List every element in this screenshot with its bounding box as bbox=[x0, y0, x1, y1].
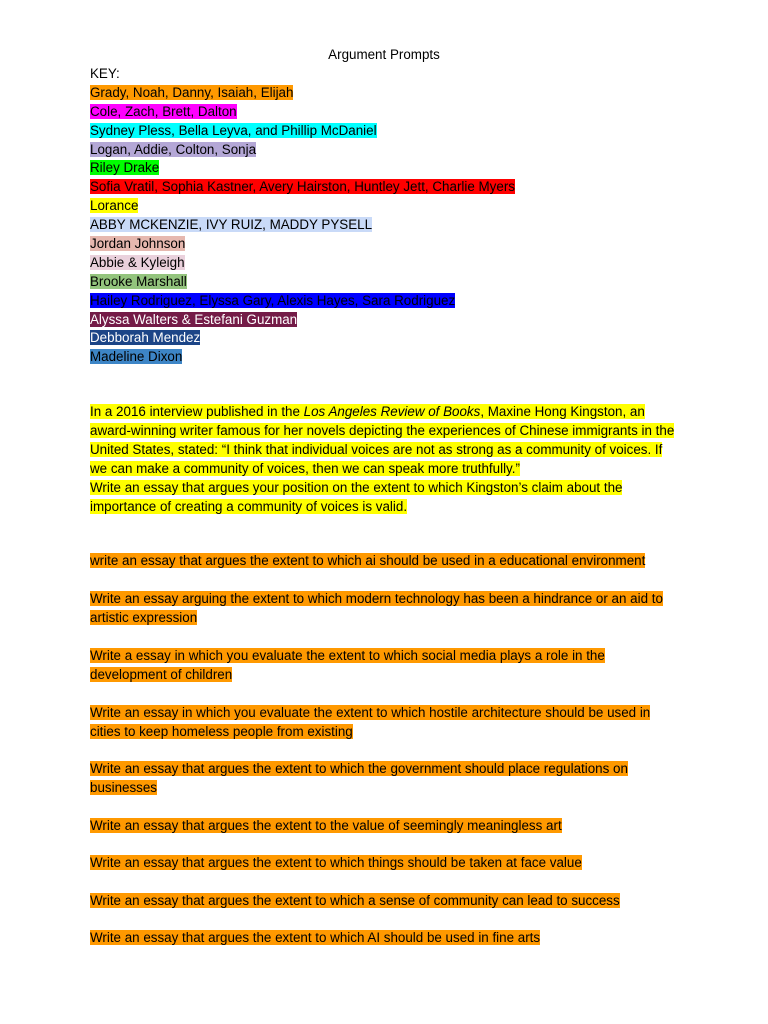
intro-prompt bbox=[90, 403, 680, 516]
prompt-text: write an essay that argues the extent to which ai should be used in a educational environment bbox=[90, 553, 646, 568]
intro-paragraph: In a 2016 interview published in the Los Angeles Review of Books, Maxine Hong Kingston, an award-winning writer famous for her novels depicting the experiences of Chinese immigrants in the United States, stated: “I think that individual voices are not as strong as a community of voices. If we can make a community of voices, then we can speak more truthfully.” bbox=[90, 404, 675, 476]
prompt-item bbox=[90, 760, 680, 798]
key-entry-text: Logan, Addie, Colton, Sonja bbox=[90, 141, 257, 157]
intro-instruction: Write an essay that argues your position on the extent to which Kingston’s claim about the importance of creating a community of voices is valid. bbox=[90, 479, 623, 514]
key-entry-text: Debborah Mendez bbox=[90, 330, 201, 346]
key-entry-text: Cole, Zach, Brett, Dalton bbox=[90, 103, 237, 119]
key-entry-text: Alyssa Walters & Estefani Guzman bbox=[90, 311, 298, 327]
prompt-item bbox=[90, 854, 680, 873]
key-entry bbox=[90, 348, 680, 367]
prompt-item bbox=[90, 647, 680, 685]
key-entry-text: Abbie & Kyleigh bbox=[90, 254, 185, 270]
prompt-text: Write an essay in which you evaluate the extent to which hostile architecture should be used in cities to keep homeless people from existing bbox=[90, 705, 651, 739]
prompt-item bbox=[90, 704, 680, 742]
prompt-text: Write an essay arguing the extent to which modern technology has been a hindrance or an aid to artistic expression bbox=[90, 591, 663, 625]
key-entry-text: Sydney Pless, Bella Leyva, and Phillip McDaniel bbox=[90, 122, 377, 138]
prompt-text: Write an essay that argues the extent to which AI should be used in fine arts bbox=[90, 930, 541, 945]
prompt-item bbox=[90, 590, 680, 628]
key-entry-text: ABBY MCKENZIE, IVY RUIZ, MADDY PYSELL bbox=[90, 217, 373, 233]
key-entry bbox=[90, 254, 680, 273]
key-entry-text: Hailey Rodriguez, Elyssa Gary, Alexis Hayes, Sara Rodriguez bbox=[90, 292, 456, 308]
key-label: KEY: bbox=[90, 66, 120, 81]
key-entry-text: Jordan Johnson bbox=[90, 236, 186, 252]
key-entry bbox=[90, 311, 680, 330]
key-entry bbox=[90, 329, 680, 348]
prompt-text: Write an essay that argues the extent to which things should be taken at face value bbox=[90, 855, 582, 870]
key-entry-text: Grady, Noah, Danny, Isaiah, Elijah bbox=[90, 84, 294, 100]
key-entry-text: Sofia Vratil, Sophia Kastner, Avery Hairston, Huntley Jett, Charlie Myers bbox=[90, 179, 515, 195]
prompt-text: Write an essay that argues the extent to which a sense of community can lead to success bbox=[90, 893, 620, 908]
prompt-item bbox=[90, 817, 680, 836]
key-entry bbox=[90, 292, 680, 311]
key-entry bbox=[90, 273, 680, 292]
prompt-item bbox=[90, 552, 680, 571]
prompt-item bbox=[90, 929, 680, 948]
key-entry bbox=[90, 122, 680, 141]
key-entry bbox=[90, 84, 680, 103]
key-entries bbox=[90, 84, 680, 367]
key-entry-text: Madeline Dixon bbox=[90, 349, 183, 365]
key-entry bbox=[90, 216, 680, 235]
key-entry-text: Brooke Marshall bbox=[90, 273, 187, 289]
prompt-text: Write an essay that argues the extent to the value of seemingly meaningless art bbox=[90, 818, 562, 833]
prompt-text: Write a essay in which you evaluate the extent to which social media plays a role in the development of children bbox=[90, 648, 605, 682]
color-key bbox=[90, 65, 680, 367]
key-entry-text: Riley Drake bbox=[90, 160, 160, 176]
prompt-text: Write an essay that argues the extent to which the government should place regulations on businesses bbox=[90, 761, 628, 795]
prompt-item bbox=[90, 892, 680, 911]
key-entry bbox=[90, 197, 680, 216]
key-entry bbox=[90, 159, 680, 178]
key-entry bbox=[90, 103, 680, 122]
key-entry-text: Lorance bbox=[90, 198, 139, 214]
key-entry bbox=[90, 141, 680, 160]
document-title: Argument Prompts bbox=[328, 47, 440, 62]
key-entry bbox=[90, 235, 680, 254]
key-entry bbox=[90, 178, 680, 197]
